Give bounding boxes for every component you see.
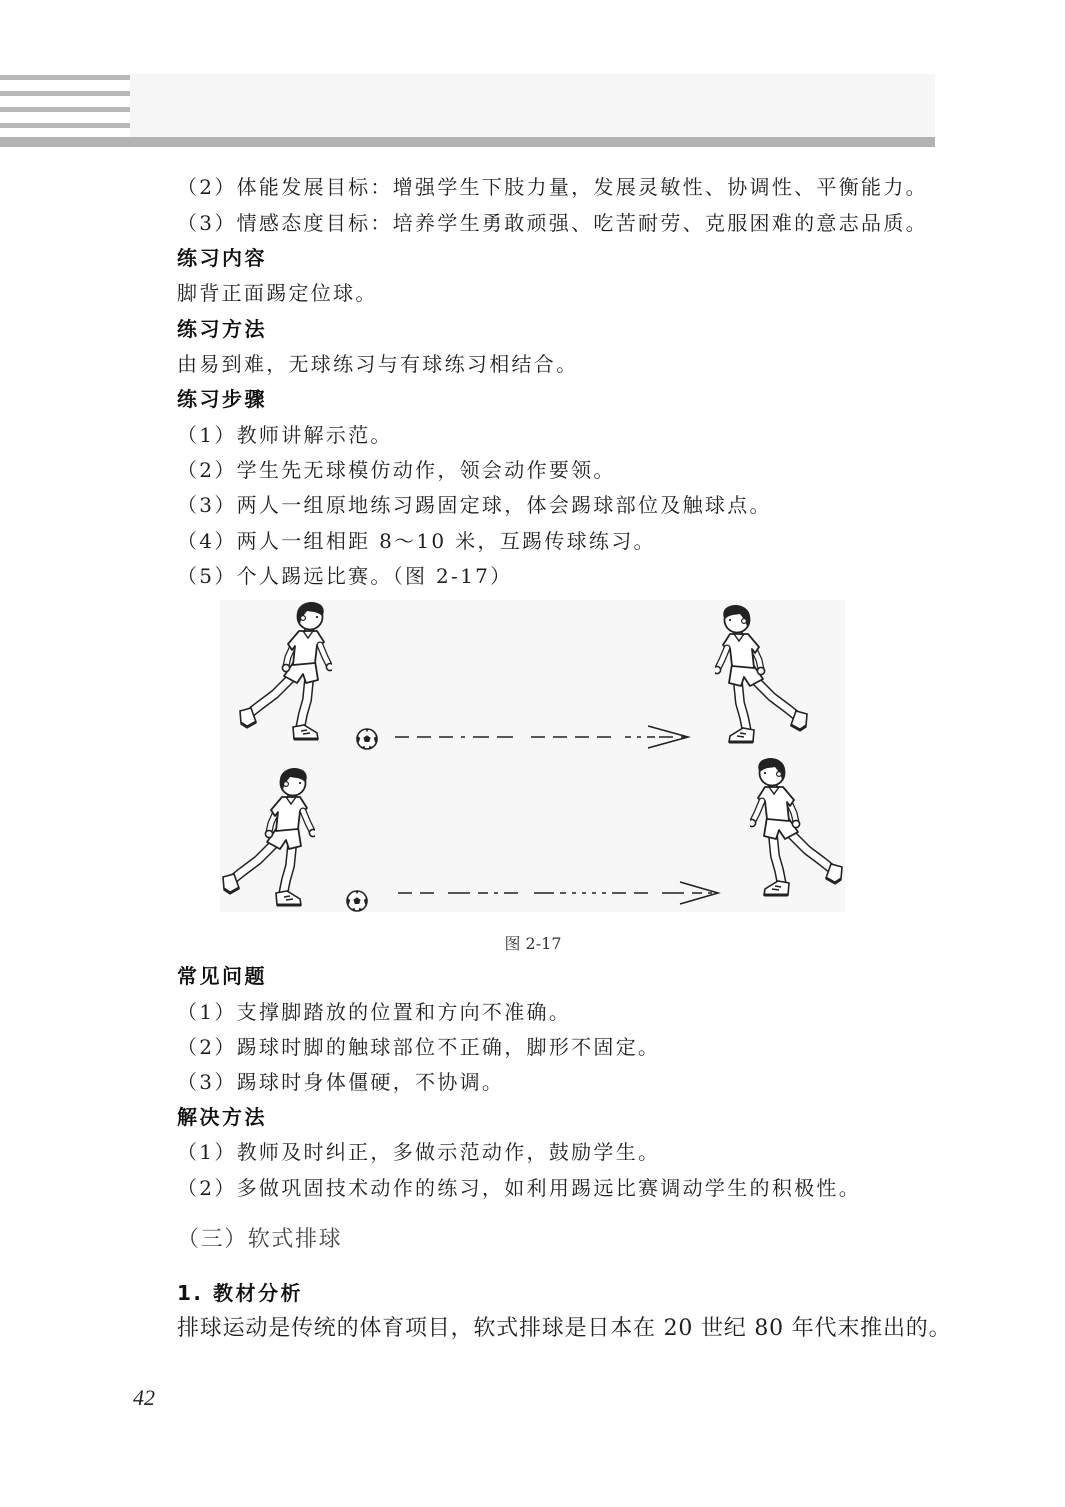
player-figure-top-right [713,605,807,742]
figure-illustration [220,600,845,912]
problem-item: （1）支撑脚踏放的位置和方向不准确。 [177,1000,572,1024]
practice-method-text: 由易到难，无球练习与有球练习相结合。 [177,352,579,376]
kicking-drill-illustration [220,600,845,912]
header-bar [0,137,935,147]
heading-common-problems: 常见问题 [177,964,267,988]
figure-caption: 图 2-17 [504,934,562,953]
objective-physical: （2）体能发展目标：增强学生下肢力量，发展灵敏性、协调性、平衡能力。 [177,175,928,199]
problem-item: （2）踢球时脚的触球部位不正确，脚形不固定。 [177,1035,661,1059]
analysis-text: 排球运动是传统的体育项目，软式排球是日本在 20 世纪 80 年代末推出的。 [177,1316,952,1341]
objective-affective: （3）情感态度目标：培养学生勇敢顽强、吃苦耐劳、克服困难的意志品质。 [177,211,928,235]
heading-practice-method: 练习方法 [177,317,267,341]
practice-step-item: （1）教师讲解示范。 [177,423,393,447]
player-figure-bottom-left [223,768,317,905]
page-number: 42 [133,1385,155,1410]
soccer-ball-icon [357,729,377,749]
solution-item: （2）多做巩固技术动作的练习，如利用踢远比赛调动学生的积极性。 [177,1176,862,1200]
header-stripe [0,123,130,128]
heading-practice-content: 练习内容 [177,246,267,270]
practice-step-item: （2）学生先无球模仿动作，领会动作要领。 [177,458,616,482]
header-stripe [0,75,130,80]
player-figure-bottom-right [748,758,842,895]
heading-solutions: 解决方法 [177,1105,267,1129]
practice-step-item: （5）个人踢远比赛。（图 2-17） [177,564,513,588]
heading-practice-steps: 练习步骤 [177,387,267,411]
practice-content-text: 脚背正面踢定位球。 [177,281,378,305]
solution-item: （1）教师及时纠正，多做示范动作，鼓励学生。 [177,1140,661,1164]
practice-step-item: （3）两人一组原地练习踢固定球，体会踢球部位及触球点。 [177,493,772,517]
heading-analysis: 1. 教材分析 [177,1281,303,1305]
header-stripe [0,107,130,112]
subsection-title: （三）软式排球 [177,1227,343,1252]
header-stripe [0,91,130,96]
practice-step-item: （4）两人一组相距 8～10 米，互踢传球练习。 [177,529,656,553]
player-figure-top-left [240,602,334,739]
soccer-ball-icon [347,891,367,911]
problem-item: （3）踢球时身体僵硬，不协调。 [177,1070,505,1094]
header-band [130,74,935,137]
